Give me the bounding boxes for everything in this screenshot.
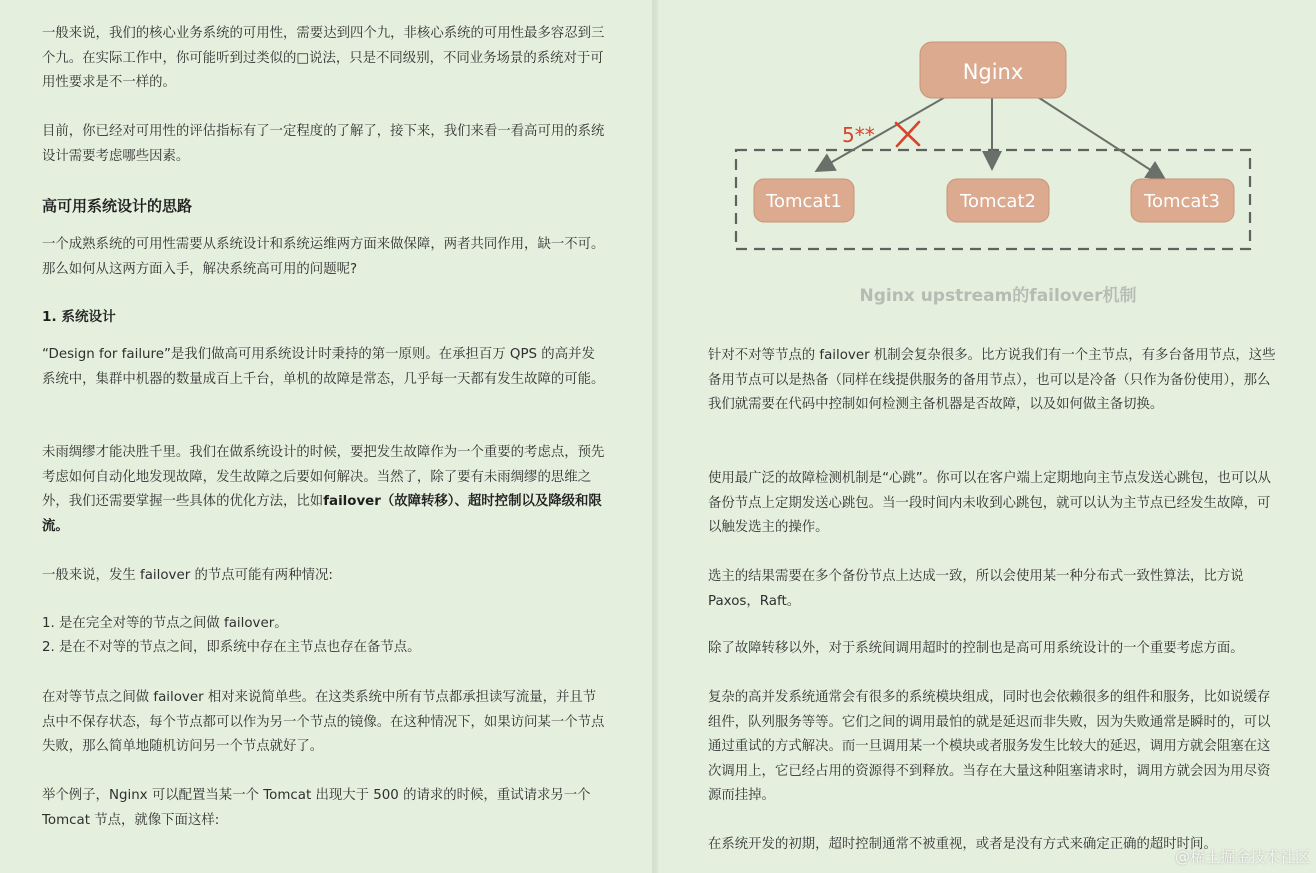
error-code-label: 5** xyxy=(842,123,875,147)
nginx-node-label: Nginx xyxy=(962,60,1024,84)
tomcat2-node-label: Tomcat2 xyxy=(960,191,1036,212)
paragraph-unequal-failover: 针对不对等节点的 failover 机制会复杂很多。比方说我们有一个主节点，有多台备用节点，这些备用节点可以是热备（同样在线提供服务的备用节点），也可以是冷备（只作为备份使用），那么我们就需要在代码中控制如何检测主备机器是否故障，以及如何做主备切换。 xyxy=(708,348,1276,412)
watermark: @稀土掘金技术社区 xyxy=(1174,848,1310,866)
paragraph-latency-risk: 复杂的高并发系统通常会有很多的系统模块组成，同时也会依赖很多的组件和服务，比如说缓存组件，队列服务等等。它们之间的调用最怕的就是延迟而非失败，因为失败通常是瞬时的，可以通过重试的方式解决。而一旦调用某一个模块或者服务发生比较大的延迟，调用方就会阻塞在这次调用上，它已经占用的资源得不到释放。当存在大量这种阻塞请求时，调用方就会因为用尽资源而挂掉。 xyxy=(708,690,1271,803)
left-page xyxy=(0,0,652,873)
failure-cross-icon xyxy=(896,122,919,146)
right-page xyxy=(658,0,1316,873)
paragraph-heartbeat: 使用最广泛的故障检测机制是“心跳”。你可以在客户端上定期地向主节点发送心跳包，也可以从备份节点上定期发送心跳包。当一段时间内未收到心跳包，就可以认为主节点已经发生故障，可以触发选主的操作。 xyxy=(708,471,1271,535)
paragraph-preparation xyxy=(42,441,608,539)
failover-diagram xyxy=(658,0,1316,330)
paragraph-design-factors: 目前，你已经对可用性的评估指标有了一定程度的了解了，接下来，我们来看一看高可用的系统设计需要考虑哪些因素。 xyxy=(42,124,605,164)
paragraph-leader-election: 选主的结果需要在多个备份节点上达成一致，所以会使用某一种分布式一致性算法，比方说 Paxos，Raft。 xyxy=(708,569,1244,609)
list-item-2: 2. 是在不对等的节点之间，即系统中存在主节点也存在备节点。 xyxy=(42,640,421,655)
paragraph-preparation-bold: failover（故障转移）、超时控制以及降级和限流。 xyxy=(42,494,602,534)
paragraph-availability-nines: 一般来说，我们的核心业务系统的可用性，需要达到四个九，非核心系统的可用性最多容忍到三个九。在实际工作中，你可能听到过类似的□说法，只是不同级别，不同业务场景的系统对于可用性要求是不一样的。 xyxy=(42,26,605,90)
tomcat3-node-label: Tomcat3 xyxy=(1144,191,1220,212)
paragraph-timeout-control: 除了故障转移以外，对于系统间调用超时的控制也是高可用系统设计的一个重要考虑方面。 xyxy=(708,641,1244,656)
paragraph-design-and-ops: 一个成熟系统的可用性需要从系统设计和系统运维两方面来做保障，两者共同作用，缺一不可。那么如何从这两方面入手，解决系统高可用的问题呢? xyxy=(42,237,605,277)
paragraph-early-stage: 在系统开发的初期，超时控制通常不被重视，或者是没有方式来确定正确的超时时间。 xyxy=(708,837,1217,852)
arrow-to-tomcat3 xyxy=(1030,92,1163,178)
paragraph-preparation-text: 未雨绸缪才能决胜千里。我们在做系统设计的时候，要把发生故障作为一个重要的考虑点，预先考虑如何自动化地发现故障，发生故障之后要如何解决。当然了，除了要有未雨绸缪的思维之外，我们还需要掌握一些具体的优化方法，比如 xyxy=(42,445,605,509)
paragraph-failover-cases: 一般来说，发生 failover 的节点可能有两种情况: xyxy=(42,568,333,583)
paragraph-peer-failover: 在对等节点之间做 failover 相对来说简单些。在这类系统中所有节点都承担读写流量，并且节点中不保存状态，每个节点都可以作为另一个节点的镜像。在这种情况下，如果访问某一个节点失败，那么简单地随机访问另一个节点就好了。 xyxy=(42,690,605,754)
subsection-heading: 1. 系统设计 xyxy=(42,309,116,325)
diagram-caption: Nginx upstream的failover机制 xyxy=(859,286,1137,306)
list-item-1: 1. 是在完全对等的节点之间做 failover。 xyxy=(42,616,288,631)
paragraph-nginx-example: 举个例子，Nginx 可以配置当某一个 Tomcat 出现大于 500 的请求的时候，重试请求另一个 Tomcat 节点，就像下面这样: xyxy=(42,788,591,828)
arrow-to-tomcat1 xyxy=(818,92,954,170)
paragraph-design-for-failure: “Design for failure”是我们做高可用系统设计时秉持的第一原则。在承担百万 QPS 的高并发系统中，集群中机器的数量成百上千台，单机的故障是常态，几乎每一天都有发生故障的可能。 xyxy=(42,347,605,387)
section-heading: 高可用系统设计的思路 xyxy=(42,197,193,215)
tomcat1-node-label: Tomcat1 xyxy=(766,191,842,212)
